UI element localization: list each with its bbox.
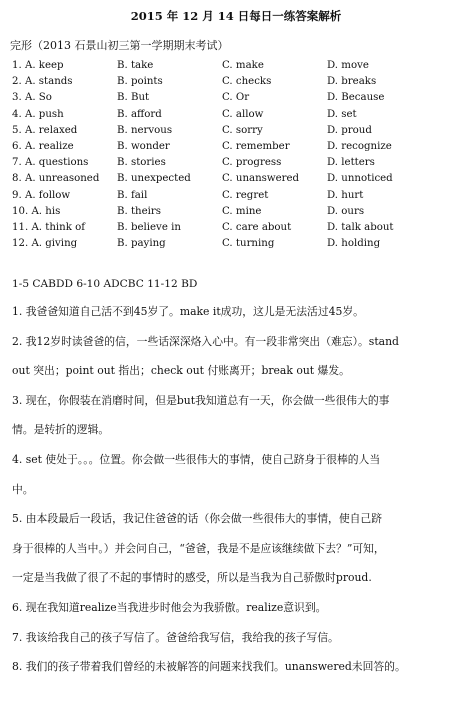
option-a: 3. A. So — [12, 92, 52, 104]
note-line: out 突出；point out 指出；check out 付账离开；break out 爆发。 — [12, 364, 350, 378]
option-c: C. make — [222, 60, 264, 71]
option-c: C. turning — [222, 238, 275, 250]
option-row — [12, 204, 462, 220]
cloze-options-table — [12, 58, 462, 252]
option-c: C. unanswered — [222, 173, 300, 185]
option-c: C. care about — [222, 221, 292, 233]
option-a: 2. A. stands — [12, 76, 73, 88]
option-row — [12, 90, 462, 106]
option-row — [12, 171, 462, 187]
note-line: 情。是转折的逻辑。 — [12, 423, 110, 437]
option-b: B. nervous — [117, 124, 173, 136]
option-row — [12, 74, 462, 90]
option-d: D. unnoticed — [327, 173, 393, 185]
option-d: D. breaks — [327, 76, 377, 88]
note-line: 1. 我爸爸知道自己活不到45岁了。make it成功，这儿是无法活过45岁。 — [12, 305, 364, 318]
option-row — [12, 123, 462, 139]
note-line: 3. 现在，你假装在消磨时间，但是but我知道总有一天，你会做一些很伟大的事 — [12, 393, 390, 407]
option-row — [12, 188, 462, 204]
option-c: C. Or — [222, 92, 250, 104]
option-b: B. fail — [117, 189, 148, 201]
option-d: D. Because — [327, 92, 385, 104]
explanation-notes — [12, 297, 464, 682]
option-b: B. But — [117, 92, 150, 104]
option-d: D. letters — [327, 157, 375, 169]
option-b: B. take — [117, 60, 154, 71]
option-b: B. wonder — [117, 140, 170, 152]
option-d: D. move — [327, 60, 369, 71]
option-row — [12, 236, 462, 252]
option-a: 12. A. giving — [12, 238, 78, 250]
option-c: C. checks — [222, 76, 272, 88]
section-subtitle: 完形（2013 石景山初三第一学期期末考试） — [10, 39, 229, 52]
option-d: D. holding — [327, 238, 381, 250]
option-b: B. points — [117, 76, 163, 88]
option-a: 6. A. realize — [12, 140, 74, 152]
option-row — [12, 107, 462, 123]
page-title: 2015 年 12 月 14 日每日一练答案解析 — [130, 9, 342, 23]
option-b: B. paying — [117, 238, 166, 250]
note-line: 6. 现在我知道realize当我进步时他会为我骄傲。realize意识到。 — [12, 600, 327, 614]
note-line: 身于很棒的人当中。）并会问自己，“爸爸，我是不是应该继续做下去？”可知， — [12, 541, 385, 555]
answer-key: 1-5 CABDD 6-10 ADCBC 11-12 BD — [12, 278, 198, 290]
option-c: C. mine — [222, 205, 262, 217]
option-b: B. afford — [117, 108, 162, 120]
note-line: 一定是当我做了很了不起的事情时的感受，所以是当我为自己骄傲时proud. — [12, 571, 372, 585]
option-d: D. ours — [327, 205, 365, 217]
option-d: D. recognize — [327, 140, 392, 152]
option-a: 11. A. think of — [12, 221, 86, 233]
option-a: 8. A. unreasoned — [12, 173, 100, 185]
option-row — [12, 139, 462, 155]
option-b: B. believe in — [117, 221, 181, 233]
option-row — [12, 220, 462, 236]
option-a: 4. A. push — [12, 108, 64, 120]
option-c: C. progress — [222, 157, 282, 169]
option-a: 9. A. follow — [12, 189, 71, 201]
option-row — [12, 58, 462, 74]
option-b: B. stories — [117, 157, 166, 169]
note-line: 中。 — [12, 482, 34, 496]
option-d: D. set — [327, 108, 357, 120]
option-b: B. unexpected — [117, 173, 191, 185]
option-a: 5. A. relaxed — [12, 124, 78, 136]
note-line: 4. set 使处于。。。位置。你会做一些很伟大的事情，使自己跻身于很棒的人当 — [12, 452, 381, 466]
option-a: 10. A. his — [12, 205, 61, 217]
option-c: C. sorry — [222, 124, 263, 136]
option-a: 1. A. keep — [12, 60, 64, 71]
option-c: C. allow — [222, 108, 264, 120]
note-line: 7. 我该给我自己的孩子写信了。爸爸给我写信，我给我的孩子写信。 — [12, 630, 339, 644]
option-d: D. hurt — [327, 189, 364, 201]
option-d: D. proud — [327, 124, 372, 136]
option-row — [12, 155, 462, 171]
option-b: B. theirs — [117, 205, 162, 217]
note-line: 2. 我12岁时读爸爸的信，一些话深深烙入心中。有一段非常突出（难忘）。stand — [12, 334, 399, 348]
note-line: 5. 由本段最后一段话，我记住爸爸的话（你会做一些很伟大的事情，使自己跻 — [12, 512, 383, 526]
option-d: D. talk about — [327, 221, 394, 233]
note-line: 8. 我们的孩子带着我们曾经的未被解答的问题来找我们。unanswered未回答的。 — [12, 660, 406, 674]
option-c: C. regret — [222, 189, 269, 201]
option-a: 7. A. questions — [12, 157, 89, 169]
option-c: C. remember — [222, 140, 290, 152]
